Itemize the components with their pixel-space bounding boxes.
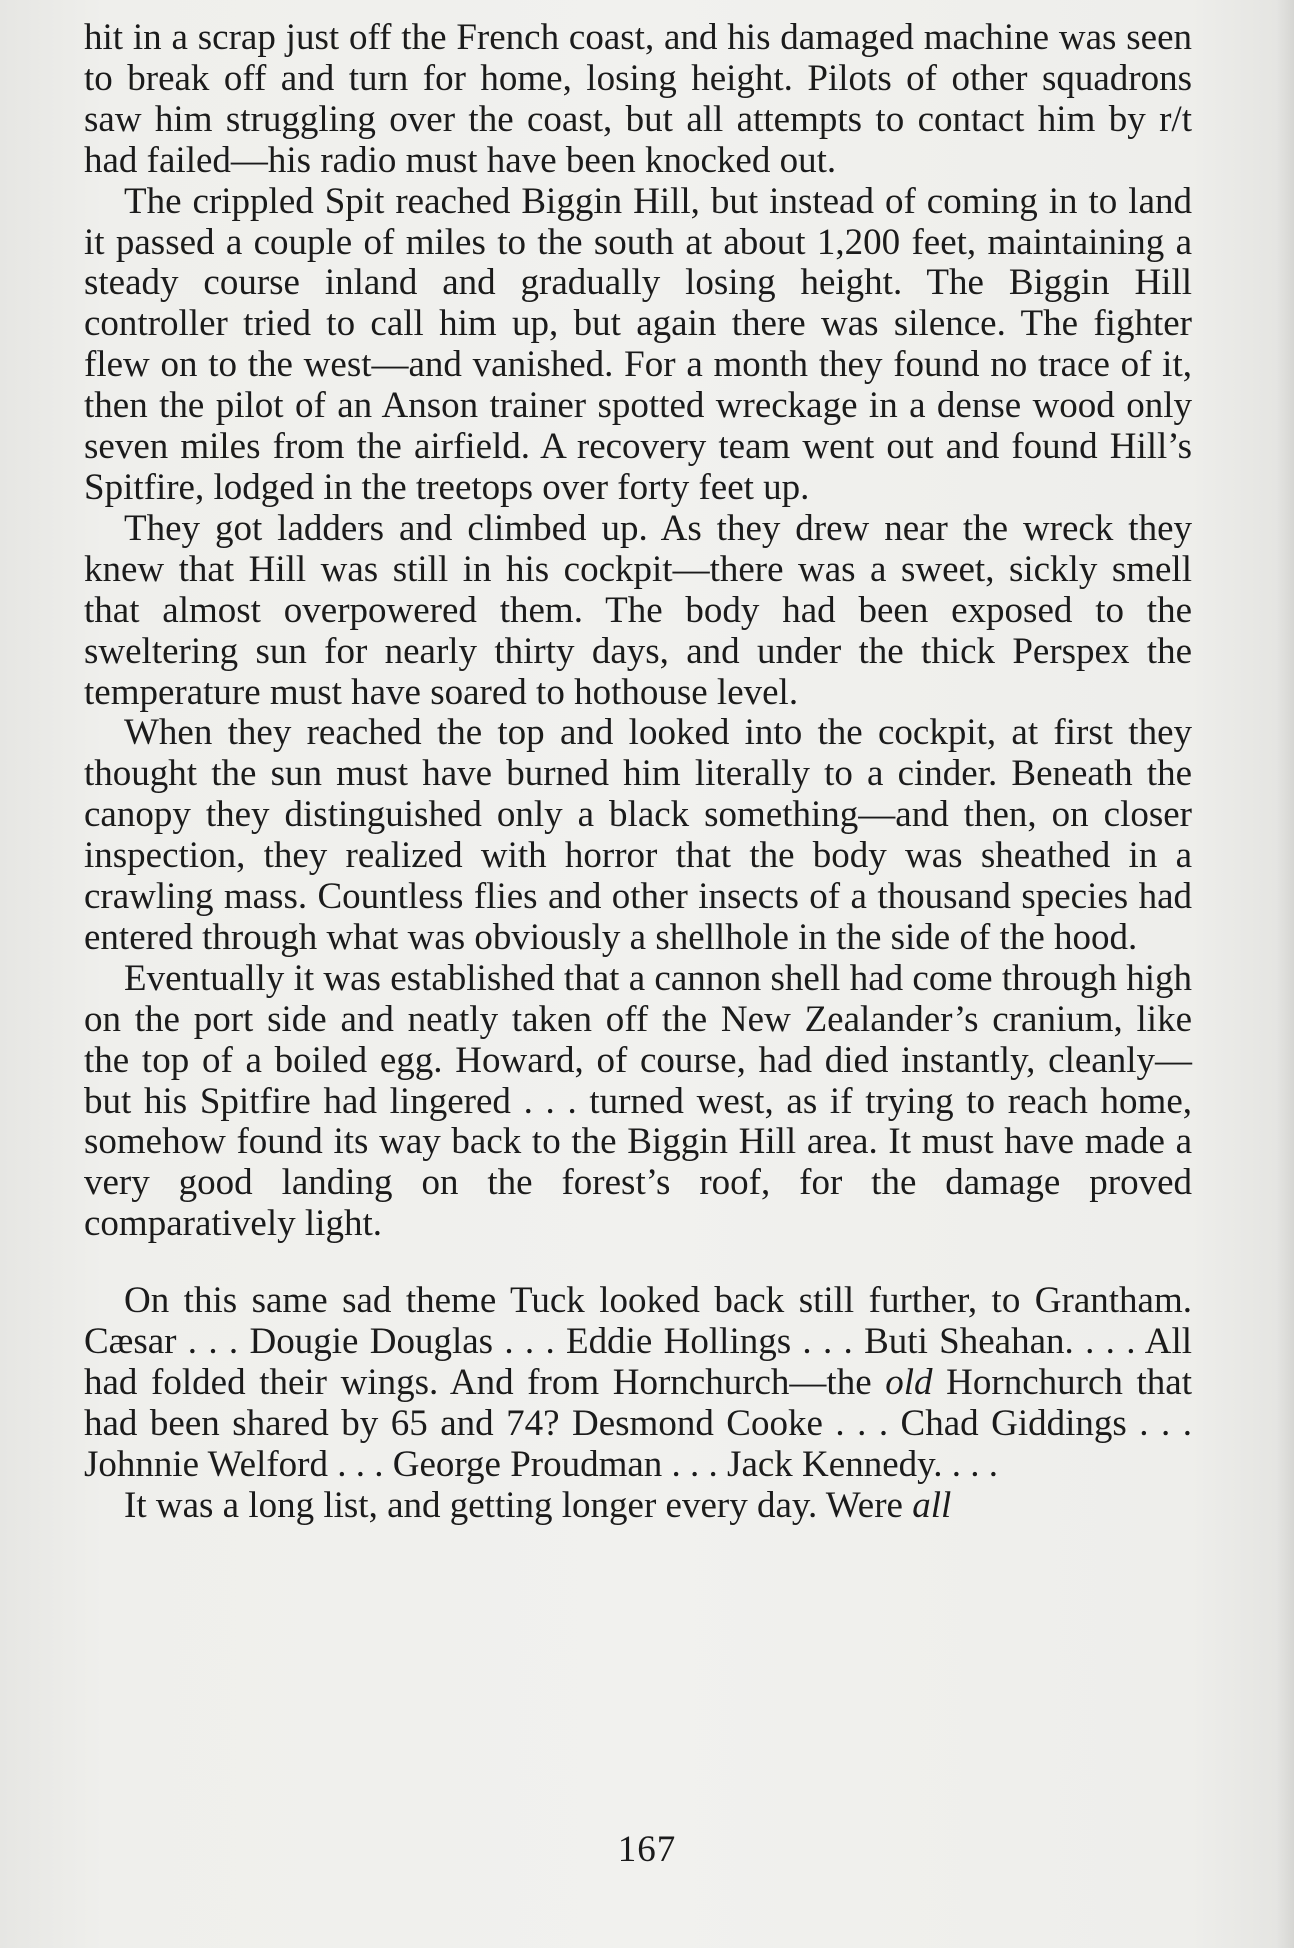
- page-number: 167: [617, 1829, 677, 1870]
- paragraph-6: [84, 1281, 1192, 1486]
- paragraph-5: Eventually it was established that a cannon shell had come through high on the port side and neatly taken off the New Zealander’s cranium, like the top of a boiled egg. Howard, of course, had died instantly, cleanly—but his Spitfire had lingered . . . turned west, as if trying to reach home, somehow found its way back to the Biggin Hill area. It must have made a very good landing on the forest’s roof, for the damage proved comparatively light.: [84, 957, 1192, 1245]
- paragraph-1: hit in a scrap just off the French coast, and his damaged machine was seen to break off and turn for home, losing height. Pilots of other squadrons saw him struggling over the coast, but all attempts to contact him by r/t had failed—his radio must have been knocked out.: [84, 17, 1192, 181]
- body-text: [84, 18, 1192, 1527]
- paragraph-7-text: It was a long list, and getting longer every day. Were: [124, 1484, 903, 1526]
- paragraph-7-italic-all: all: [912, 1484, 952, 1526]
- paragraph-3: They got ladders and climbed up. As they drew near the wreck they knew that Hill was still in his cockpit—there was a sweet, sickly smell that almost overpowered them. The body had been exposed to the sweltering sun for nearly thirty days, and under the thick Perspex the temperature must have soared to hothouse level.: [84, 507, 1192, 713]
- paragraph-2: The crippled Spit reached Biggin Hill, but instead of coming in to land it passed a couple of miles to the south at about 1,200 feet, maintaining a steady course inland and gradually losing height. The Biggin Hill controller tried to call him up, but again there was silence. The fighter flew on to the west—and vanished. For a month they found no trace of it, then the pilot of an Anson trainer spotted wreckage in a dense wood only seven miles from the airfield. A recovery team went out and found Hill’s Spitfire, lodged in the treetops over forty feet up.: [84, 180, 1192, 508]
- paragraph-6-italic-old: old: [885, 1362, 933, 1403]
- paragraph-6-part-2: Hornchurch that had been shared by 65 and 74? Desmond Cooke . . . Chad Giddings . . . Johnnie Welford . . . George Proudman . . . Jack Kennedy. . . .: [84, 1362, 1192, 1485]
- paragraph-4: When they reached the top and looked into the cockpit, at first they thought the sun must have burned him literally to a cinder. Beneath the canopy they distinguished only a black something—and then, on closer inspection, they realized with horror that the body was sheathed in a crawling mass. Countless flies and other insects of a thousand species had entered through what was obviously a shellhole in the side of the hood.: [84, 712, 1192, 958]
- page-edge-shadow: [1276, 0, 1294, 1948]
- paragraph-6-part-1: On this same sad theme Tuck looked back still further, to Grantham. Cæsar . . . Dougie Douglas . . . Eddie Hollings . . . Buti Sheahan. . . . All had folded their wings. And from Hornchurch—the: [84, 1280, 1192, 1403]
- paragraph-7: [84, 1486, 1192, 1527]
